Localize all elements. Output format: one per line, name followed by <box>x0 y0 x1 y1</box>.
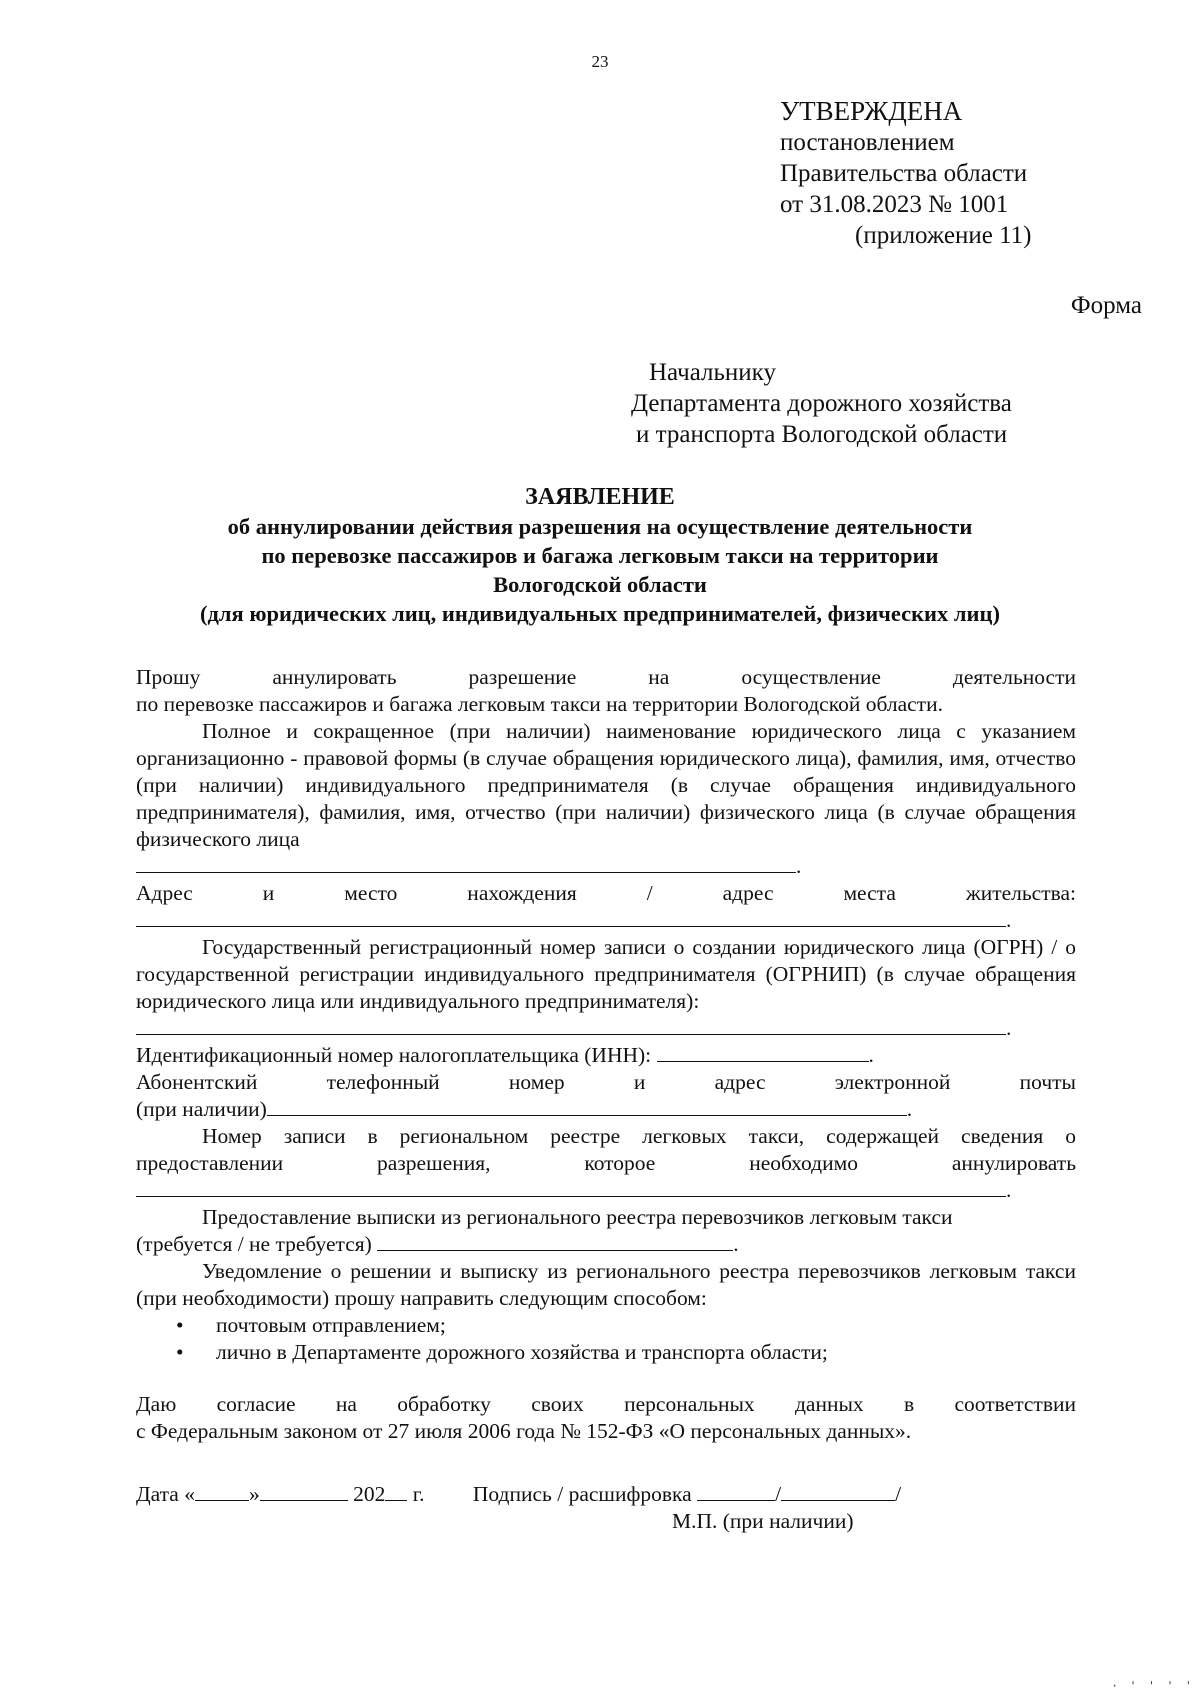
addressee-line-3: и транспорта Вологодской области <box>636 421 1008 448</box>
bullet-icon: • <box>176 1313 184 1337</box>
signature-label: Подпись / расшифровка <box>472 1482 692 1506</box>
date-year-suffix: г. <box>412 1482 425 1506</box>
signature-name-field[interactable] <box>781 1500 895 1501</box>
notify-paragraph: Уведомление о решении и выписку из регионального реестра перевозчиков легковым такси (при необходимости) прошу направить следующим способом: <box>136 1259 1076 1310</box>
address-field[interactable] <box>136 926 1006 927</box>
date-close-quote: » <box>248 1482 260 1506</box>
consent-line-1: Даю согласие на обработку своих персональных данных в соответствии <box>136 1392 1076 1416</box>
page-number: 23 <box>591 52 609 71</box>
registry-period: . <box>1006 1178 1012 1202</box>
name-period: . <box>796 854 802 878</box>
consent-line-2: с Федеральным законом от 27 июля 2006 года № 152-ФЗ «О персональных данных». <box>136 1419 912 1443</box>
approval-line-1: УТВЕРЖДЕНА <box>780 96 963 126</box>
scan-mark: · ' ' ' ' <box>1110 1679 1194 1693</box>
extract-field-row <box>136 1231 1076 1258</box>
name-paragraph <box>136 718 1076 853</box>
registry-field-row <box>136 1177 1076 1204</box>
phone-field-row <box>136 1096 1076 1123</box>
phone-label: (при наличии) <box>136 1097 267 1121</box>
delivery-option-mail <box>176 1312 1076 1339</box>
address-field-row <box>136 907 1076 934</box>
phone-period: . <box>906 1097 913 1121</box>
ogrn-paragraph: Государственный регистрационный номер записи о создании юридического лица (ОГРН) / о государственной регистрации индивидуального предпринимателя (ОГРНИП) (в случае обращения юридического лица или индивидуального предпринимателя): <box>136 935 1076 1013</box>
approval-line-5: (приложение 11) <box>855 222 1032 249</box>
approval-line-4: от 31.08.2023 № 1001 <box>780 191 1009 218</box>
extract-field[interactable] <box>377 1250 733 1251</box>
title-line-2: по перевозке пассажиров и багажа легковым такси на территории <box>261 543 939 568</box>
extract-label: (требуется / не требуется) <box>136 1232 372 1256</box>
addressee <box>631 357 1012 450</box>
form-label: Форма <box>1070 292 1142 319</box>
ogrn-field-row <box>136 1015 1076 1042</box>
title-line-3: Вологодской области <box>493 572 707 597</box>
signature-field[interactable] <box>697 1500 775 1501</box>
approval-line-3: Правительства области <box>780 160 1028 187</box>
addressee-line-1: Начальнику <box>649 359 776 386</box>
document-title <box>100 483 1100 628</box>
registry-field[interactable] <box>136 1196 1006 1197</box>
inn-label: Идентификационный номер налогоплательщика (ИНН): <box>136 1043 652 1067</box>
date-year-prefix: 202 <box>353 1482 386 1506</box>
request-line-2: по перевозке пассажиров и багажа легковым такси на территории Вологодской области. <box>136 692 943 716</box>
name-paragraph-text: Полное и сокращенное (при наличии) наименование юридического лица с указанием организационно - правовой формы (в случае обращения юридического лица), фамилия, имя, отчество (при наличии) индивидуального предпринимателя (в случае обращения индивидуального предпринимателя), фамилия, имя, отчество (при наличии) физического лица (в случае обращения физического лица <box>136 719 1076 851</box>
title-main: ЗАЯВЛЕНИЕ <box>525 484 675 510</box>
extract-paragraph: Предоставление выписки из регионального реестра перевозчиков легковым такси <box>202 1205 953 1229</box>
phone-line-1: Абонентский телефонный номер и адрес электронной почты <box>136 1070 1076 1094</box>
delivery-options <box>136 1312 1076 1366</box>
name-field-row <box>136 853 1076 880</box>
inn-period: . <box>868 1043 874 1067</box>
date-day-field[interactable] <box>195 1500 249 1501</box>
phone-email-field[interactable] <box>267 1115 907 1116</box>
inn-field[interactable] <box>657 1061 869 1062</box>
extract-period: . <box>733 1232 739 1256</box>
approval-line-2: постановлением <box>780 129 955 156</box>
delivery-option-mail-label: почтовым отправлением; <box>216 1313 446 1337</box>
seal-note: М.П. (при наличии) <box>672 1509 854 1533</box>
approval-stamp <box>780 96 1031 251</box>
delivery-option-in-person-label: лично в Департаменте дорожного хозяйства и транспорта области; <box>216 1340 828 1364</box>
ogrn-field[interactable] <box>136 1034 1006 1035</box>
date-month-field[interactable] <box>260 1500 348 1501</box>
ogrn-period: . <box>1006 1016 1012 1040</box>
addressee-line-2: Департамента дорожного хозяйства <box>631 390 1012 417</box>
name-field[interactable] <box>136 872 796 873</box>
date-label: Дата « <box>136 1482 195 1506</box>
date-year-field[interactable] <box>385 1500 407 1501</box>
registry-paragraph: Номер записи в региональном реестре легковых такси, содержащей сведения о предоставлении разрешения, которое необходимо аннулировать <box>136 1124 1076 1175</box>
bullet-icon: • <box>176 1340 184 1364</box>
signature-slash-2: / <box>895 1482 902 1506</box>
signature-row <box>136 1481 1076 1508</box>
title-line-4: (для юридических лиц, индивидуальных предпринимателей, физических лиц) <box>200 601 1000 626</box>
title-line-1: об аннулировании действия разрешения на осуществление деятельности <box>227 514 973 539</box>
document-body <box>136 664 1076 1535</box>
address-label: Адрес и место нахождения / адрес места жительства: <box>136 881 1076 905</box>
request-line-1: Прошу аннулировать разрешение на осуществление деятельности <box>136 665 1076 689</box>
delivery-option-in-person <box>176 1339 1076 1366</box>
signature-slash-1: / <box>775 1482 782 1506</box>
inn-row <box>136 1042 1076 1069</box>
address-period: . <box>1006 908 1012 932</box>
